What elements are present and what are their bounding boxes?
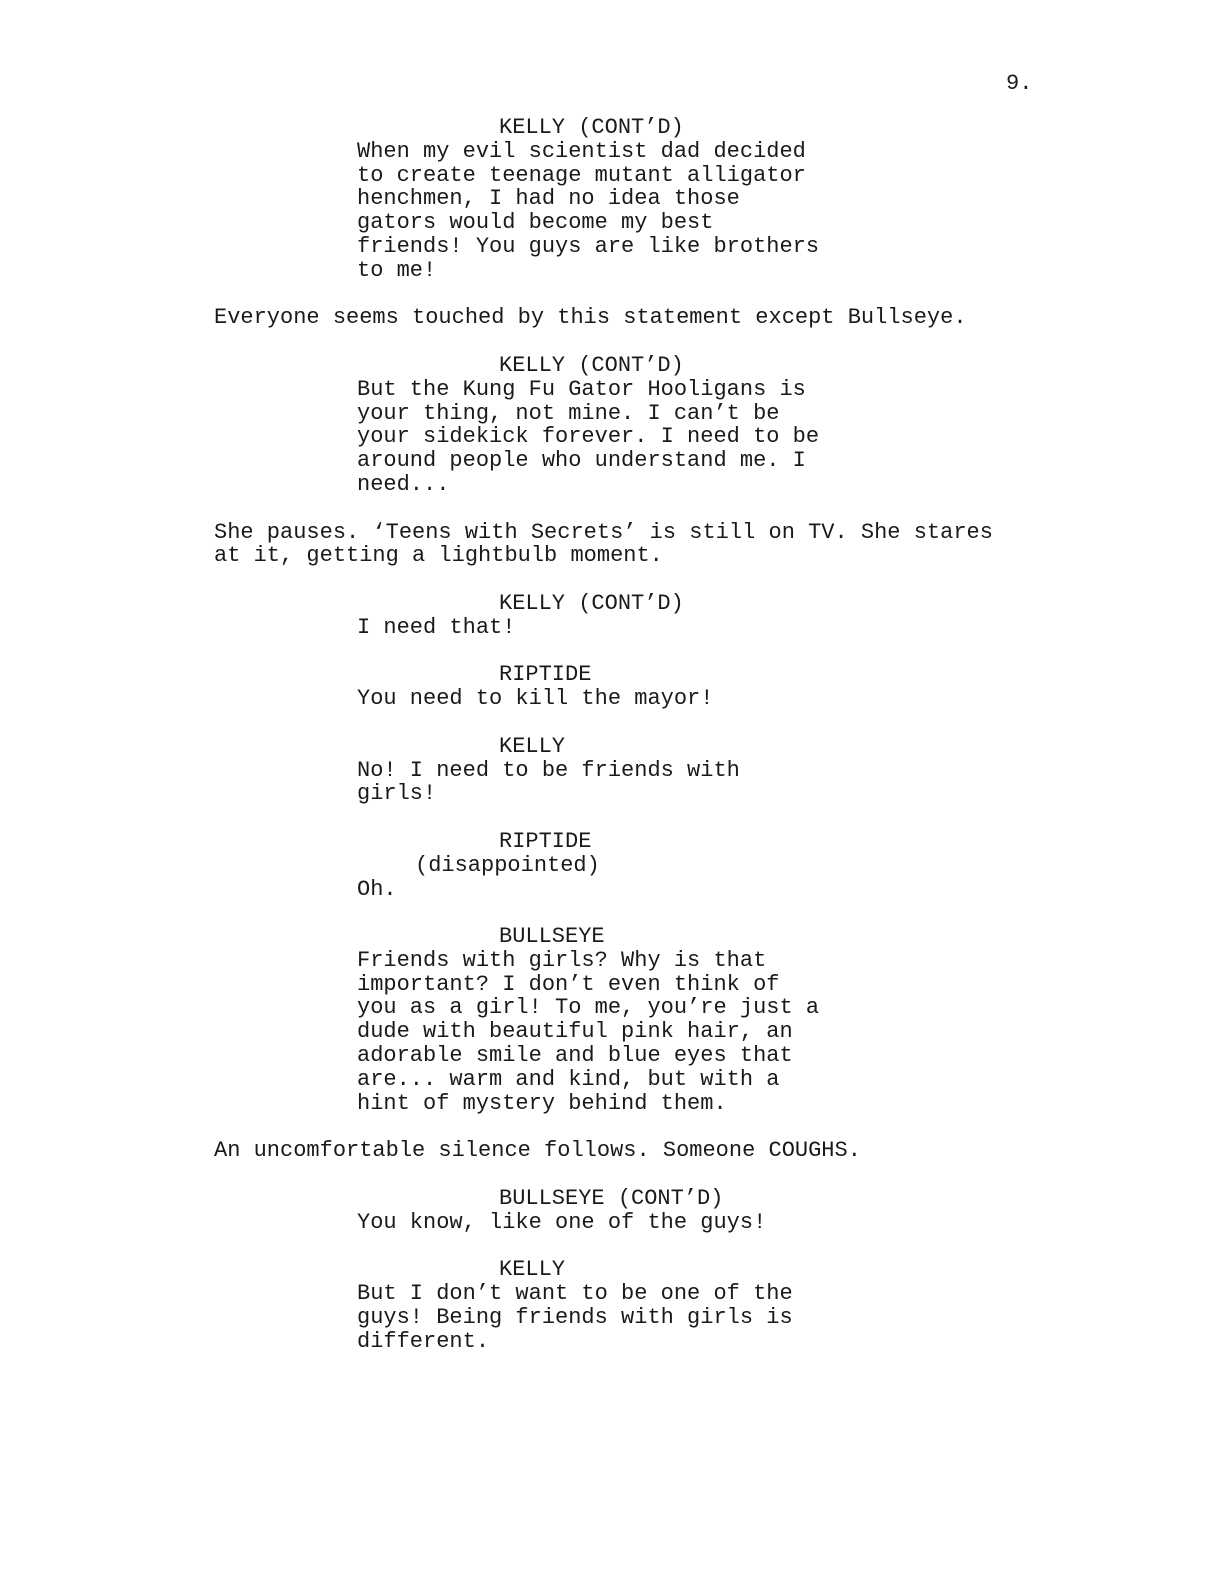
page-number: 9. <box>1006 71 1033 96</box>
action-text <box>214 1139 1054 1163</box>
dialogue-line: friends! You guys are like brothers <box>357 233 820 259</box>
action-text <box>214 521 1054 569</box>
dialogue-block <box>0 663 1224 711</box>
block-spacer <box>0 1115 1224 1139</box>
dialogue-line: girls! <box>357 781 437 807</box>
character-name: BULLSEYE (CONT’D) <box>499 1185 724 1211</box>
dialogue-line: But the Kung Fu Gator Hooligans is <box>357 376 806 402</box>
dialogue-line: to create teenage mutant alligator <box>357 162 806 188</box>
character-name: BULLSEYE <box>499 924 605 950</box>
action-line: at it, getting a lightbulb moment. <box>214 543 663 569</box>
block-spacer <box>0 497 1224 521</box>
block-spacer <box>0 901 1224 925</box>
dialogue-line: you as a girl! To me, you’re just a <box>357 995 820 1021</box>
block-spacer <box>0 1163 1224 1187</box>
dialogue-line: henchmen, I had no idea those <box>357 186 740 212</box>
screenplay-body <box>0 116 1224 1353</box>
action-block <box>0 521 1224 569</box>
dialogue-line: No! I need to be friends with <box>357 757 740 783</box>
character-name: KELLY (CONT’D) <box>499 115 684 140</box>
character-name: KELLY <box>499 1257 566 1283</box>
dialogue-text <box>357 759 857 807</box>
dialogue-line: adorable smile and blue eyes that <box>357 1043 793 1069</box>
dialogue-line: Friends with girls? Why is that <box>357 947 767 973</box>
dialogue-line: When my evil scientist dad decided <box>357 138 806 164</box>
block-spacer <box>0 1234 1224 1258</box>
dialogue-block <box>0 830 1224 901</box>
dialogue-line: You know, like one of the guys! <box>357 1209 767 1235</box>
dialogue-line: are... warm and kind, but with a <box>357 1066 780 1092</box>
character-name: RIPTIDE <box>499 662 592 688</box>
dialogue-line: guys! Being friends with girls is <box>357 1304 793 1330</box>
dialogue-line: Oh. <box>357 876 397 902</box>
parenthetical: (disappointed) <box>415 852 600 878</box>
dialogue-text <box>357 378 857 497</box>
block-spacer <box>0 283 1224 307</box>
dialogue-block <box>0 1258 1224 1353</box>
dialogue-block <box>0 116 1224 283</box>
block-spacer <box>0 330 1224 354</box>
block-spacer <box>0 806 1224 830</box>
character-name: KELLY <box>499 733 566 759</box>
dialogue-block <box>0 592 1224 640</box>
dialogue-text <box>357 1211 857 1235</box>
action-block <box>0 306 1224 330</box>
dialogue-line: need... <box>357 471 450 497</box>
dialogue-block <box>0 354 1224 497</box>
action-text <box>214 306 1054 330</box>
dialogue-text <box>357 878 857 902</box>
block-spacer <box>0 640 1224 664</box>
dialogue-text <box>357 687 857 711</box>
dialogue-line: I need that! <box>357 614 516 640</box>
dialogue-block <box>0 735 1224 806</box>
dialogue-line: dude with beautiful pink hair, an <box>357 1019 793 1045</box>
action-line: An uncomfortable silence follows. Someone COUGHS. <box>214 1138 861 1164</box>
character-name: KELLY (CONT’D) <box>499 590 684 616</box>
dialogue-line: gators would become my best <box>357 210 714 236</box>
dialogue-line: You need to kill the mayor! <box>357 686 714 712</box>
dialogue-line: your sidekick forever. I need to be <box>357 424 820 450</box>
dialogue-text <box>357 949 857 1116</box>
dialogue-line: different. <box>357 1328 490 1354</box>
dialogue-block <box>0 925 1224 1115</box>
dialogue-text <box>357 140 857 283</box>
dialogue-line: to me! <box>357 257 437 283</box>
dialogue-line: But I don’t want to be one of the <box>357 1281 793 1307</box>
dialogue-text <box>357 616 857 640</box>
dialogue-line: your thing, not mine. I can’t be <box>357 400 780 426</box>
action-line: Everyone seems touched by this statement except Bullseye. <box>214 305 967 331</box>
character-name: KELLY (CONT’D) <box>499 352 684 378</box>
dialogue-text <box>357 1282 857 1353</box>
action-block <box>0 1139 1224 1163</box>
dialogue-line: around people who understand me. I <box>357 448 806 474</box>
block-spacer <box>0 711 1224 735</box>
block-spacer <box>0 568 1224 592</box>
dialogue-line: hint of mystery behind them. <box>357 1090 727 1116</box>
character-name: RIPTIDE <box>499 828 592 854</box>
action-line: She pauses. ‘Teens with Secrets’ is still on TV. She stares <box>214 519 993 545</box>
dialogue-line: important? I don’t even think of <box>357 971 780 997</box>
dialogue-block <box>0 1187 1224 1235</box>
